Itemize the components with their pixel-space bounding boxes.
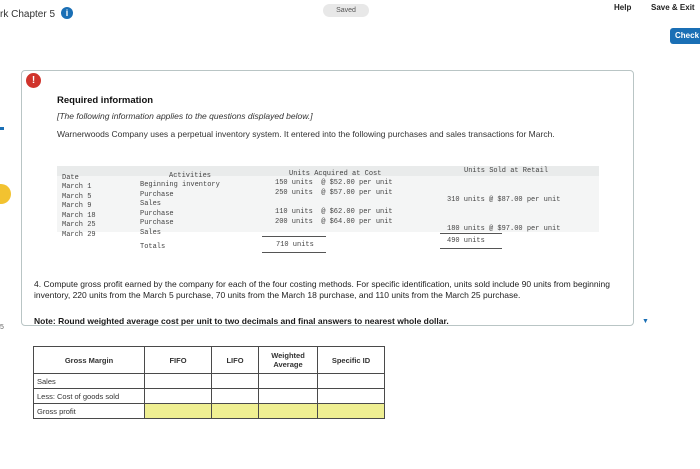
row-2-acquired: 250 units @ $57.00 per unit [275,189,393,197]
chevron-down-icon: ▼ [642,318,649,325]
row-6-activity: Sales [140,229,162,237]
help-link[interactable]: Help [614,3,632,12]
required-information-note: [The following information applies to the questions displayed below.] [57,111,313,121]
gross-profit-weighted-average-input[interactable] [259,404,318,419]
header-date: Date [62,174,79,182]
header-units-acquired: Units Acquired at Cost [289,170,382,178]
info-icon[interactable]: i [61,7,73,19]
row-5-date: March 25 [62,221,96,229]
header-specific-id: Specific ID [318,347,385,374]
required-information-body: Warnerwoods Company uses a perpetual inventory system. It entered into the following purchases and sales transactions for March. [57,129,555,139]
row-1-date: March 1 [62,183,92,191]
row-6-date: March 29 [62,231,96,239]
cogs-lifo-input[interactable] [212,389,259,404]
row-label-gross-profit: Gross profit [34,404,145,419]
row-4-activity: Purchase [140,210,174,218]
sales-fifo-input[interactable] [145,374,212,389]
transactions-table [57,166,599,261]
row-2-activity: Purchase [140,191,174,199]
sales-specific-id-input[interactable] [318,374,385,389]
header-fifo: FIFO [145,347,212,374]
sales-weighted-average-input[interactable] [259,374,318,389]
saved-status-badge: Saved [323,4,369,17]
cogs-specific-id-input[interactable] [318,389,385,404]
row-2-date: March 5 [62,193,92,201]
table-row [34,389,385,404]
row-3-sold: 310 units @ $87.00 per unit [447,196,561,204]
check-button[interactable]: Check [670,28,700,44]
row-3-activity: Sales [140,200,162,208]
header-weighted-average: Weighted Average [259,347,318,374]
row-4-acquired: 110 units @ $62.00 per unit [275,208,393,216]
gross-profit-specific-id-input[interactable] [318,404,385,419]
totals-label: Totals [140,243,166,251]
header-activities: Activities [169,172,212,180]
table-row [34,404,385,419]
question-status-dot[interactable] [0,184,11,204]
sidebar-marker [0,127,4,130]
row-3-date: March 9 [62,202,92,210]
question-note: Note: Round weighted average cost per unit to two decimals and final answers to nearest whole dollar. [34,316,449,326]
row-4-date: March 18 [62,212,96,220]
gross-margin-table [33,346,385,419]
sold-total-rule [440,233,502,234]
gross-profit-lifo-input[interactable] [212,404,259,419]
header-gross-margin: Gross Margin [34,347,145,374]
total-sold: 490 units [447,237,485,245]
header-units-sold: Units Sold at Retail [464,167,549,175]
row-5-activity: Purchase [140,219,174,227]
top-bar [0,0,700,28]
row-6-sold: 180 units @ $97.00 per unit [447,225,561,233]
acquired-double-rule [262,252,326,253]
required-information-title: Required information [57,95,154,106]
sold-double-rule [440,248,502,249]
gross-profit-fifo-input[interactable] [145,404,212,419]
sales-lifo-input[interactable] [212,374,259,389]
save-exit-button[interactable]: Save & Exit [651,3,695,12]
row-5-acquired: 200 units @ $64.00 per unit [275,218,393,226]
table-row [34,374,385,389]
sidebar-number: 5 [0,324,4,331]
alert-icon: ! [26,73,41,88]
cogs-fifo-input[interactable] [145,389,212,404]
row-1-activity: Beginning inventory [140,181,220,189]
cogs-weighted-average-input[interactable] [259,389,318,404]
acquired-total-rule [262,236,326,237]
header-lifo: LIFO [212,347,259,374]
question-text: 4. Compute gross profit earned by the company for each of the four costing methods. For specific identification, units sold include 90 units from beginning inventory, 220 units from the March 5 purchase, 70 units from the March 18 purchase, and 110 units from the March 25 purchase. [34,279,610,300]
row-1-acquired: 150 units @ $52.00 per unit [275,179,393,187]
row-label-sales: Sales [34,374,145,389]
total-acquired: 710 units [276,241,314,249]
chapter-title: rk Chapter 5 [0,9,56,20]
row-label-cost-of-goods-sold: Less: Cost of goods sold [34,389,145,404]
